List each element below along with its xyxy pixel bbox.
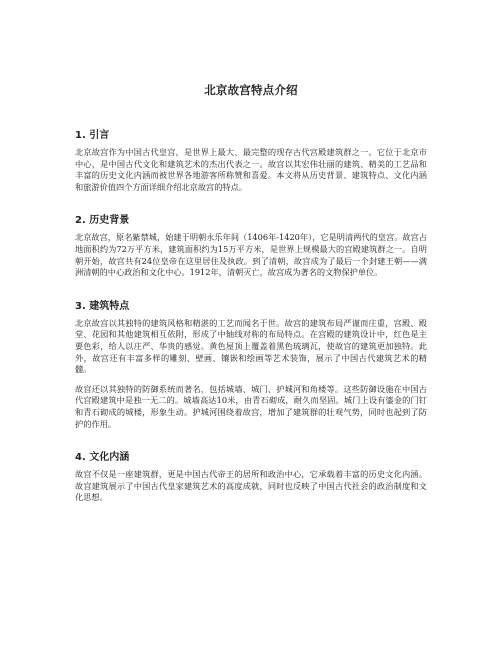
paragraph: 北京故宫以其独特的建筑风格和精湛的工艺而闻名于世。故宫的建筑布局严谨而庄重，宫殿、殿堂、花园和其他建筑相互依附，形成了中轴线对称的布局特点。在宫殿的建筑设计中，红色是主要色彩，给人以庄严、华贵的感觉。黄色屋顶上覆盖着黑色琉璃瓦，使故宫的建筑更加独特。此外，故宫还有丰富多样的雕刻、壁画、镶嵌和绘画等艺术装饰，展示了中国古代建筑艺术的精髓。 [75,317,427,375]
section-heading: 4. 文化内涵 [75,452,130,464]
paragraph: 故宫还以其独特的防御系统而著名，包括城墙、城门、护城河和角楼等。这些防御设施在中国古代宫殿建筑中是独一无二的。城墙高达10米，由青石砌成，耐久而坚固。城门上设有鎏金的门钉和青石砌成的城楼，形象生动。护城河围绕着故宫，增加了建筑群的壮观气势，同时也起到了防护的作用。 [75,383,427,429]
section-heading: 1. 引言 [75,130,110,141]
section-introduction [75,126,427,193]
section-culture [75,448,427,504]
document-title: 北京故宫特点介绍 [204,83,298,97]
section-heading: 3. 建筑特点 [75,300,130,312]
paragraph: 北京故宫，原名紫禁城，始建于明朝永乐年间（1406年-1420年），它是明清两代的皇宫。故宫占地面积约为72万平方米，建筑面积约为15万平方米，是世界上规模最大的宫殿建筑群之一。自明朝开始，故宫共有24位皇帝在这里居住及执政。到了清朝，故宫成为了最后一个封建王朝——满洲清朝的中心政治和文化中心。1912年，清朝灭亡，故宫成为著名的文物保护单位。 [75,232,427,278]
section-architecture [75,297,427,430]
paragraph: 故宫不仅是一座建筑群，更是中国古代帝王的居所和政治中心，它承载着丰富的历史文化内涵。故宫建筑展示了中国古代皇家建筑艺术的高度成就，同时也反映了中国古代社会的政治制度和文化思想。 [75,469,427,503]
section-history [75,211,427,278]
section-heading: 2. 历史背景 [75,215,130,227]
paragraph: 北京故宫作为中国古代皇宫，是世界上最大、最完整的现存古代宫殿建筑群之一。它位于北京市中心，是中国古代文化和建筑艺术的杰出代表之一。故宫以其宏伟壮丽的建筑、精美的工艺品和丰富的历史文化内涵而被世界各地游客所称赞和喜爱。本文将从历史背景、建筑特点、文化内涵和旅游价值四个方面详细介绍北京故宫的特点。 [75,147,427,192]
